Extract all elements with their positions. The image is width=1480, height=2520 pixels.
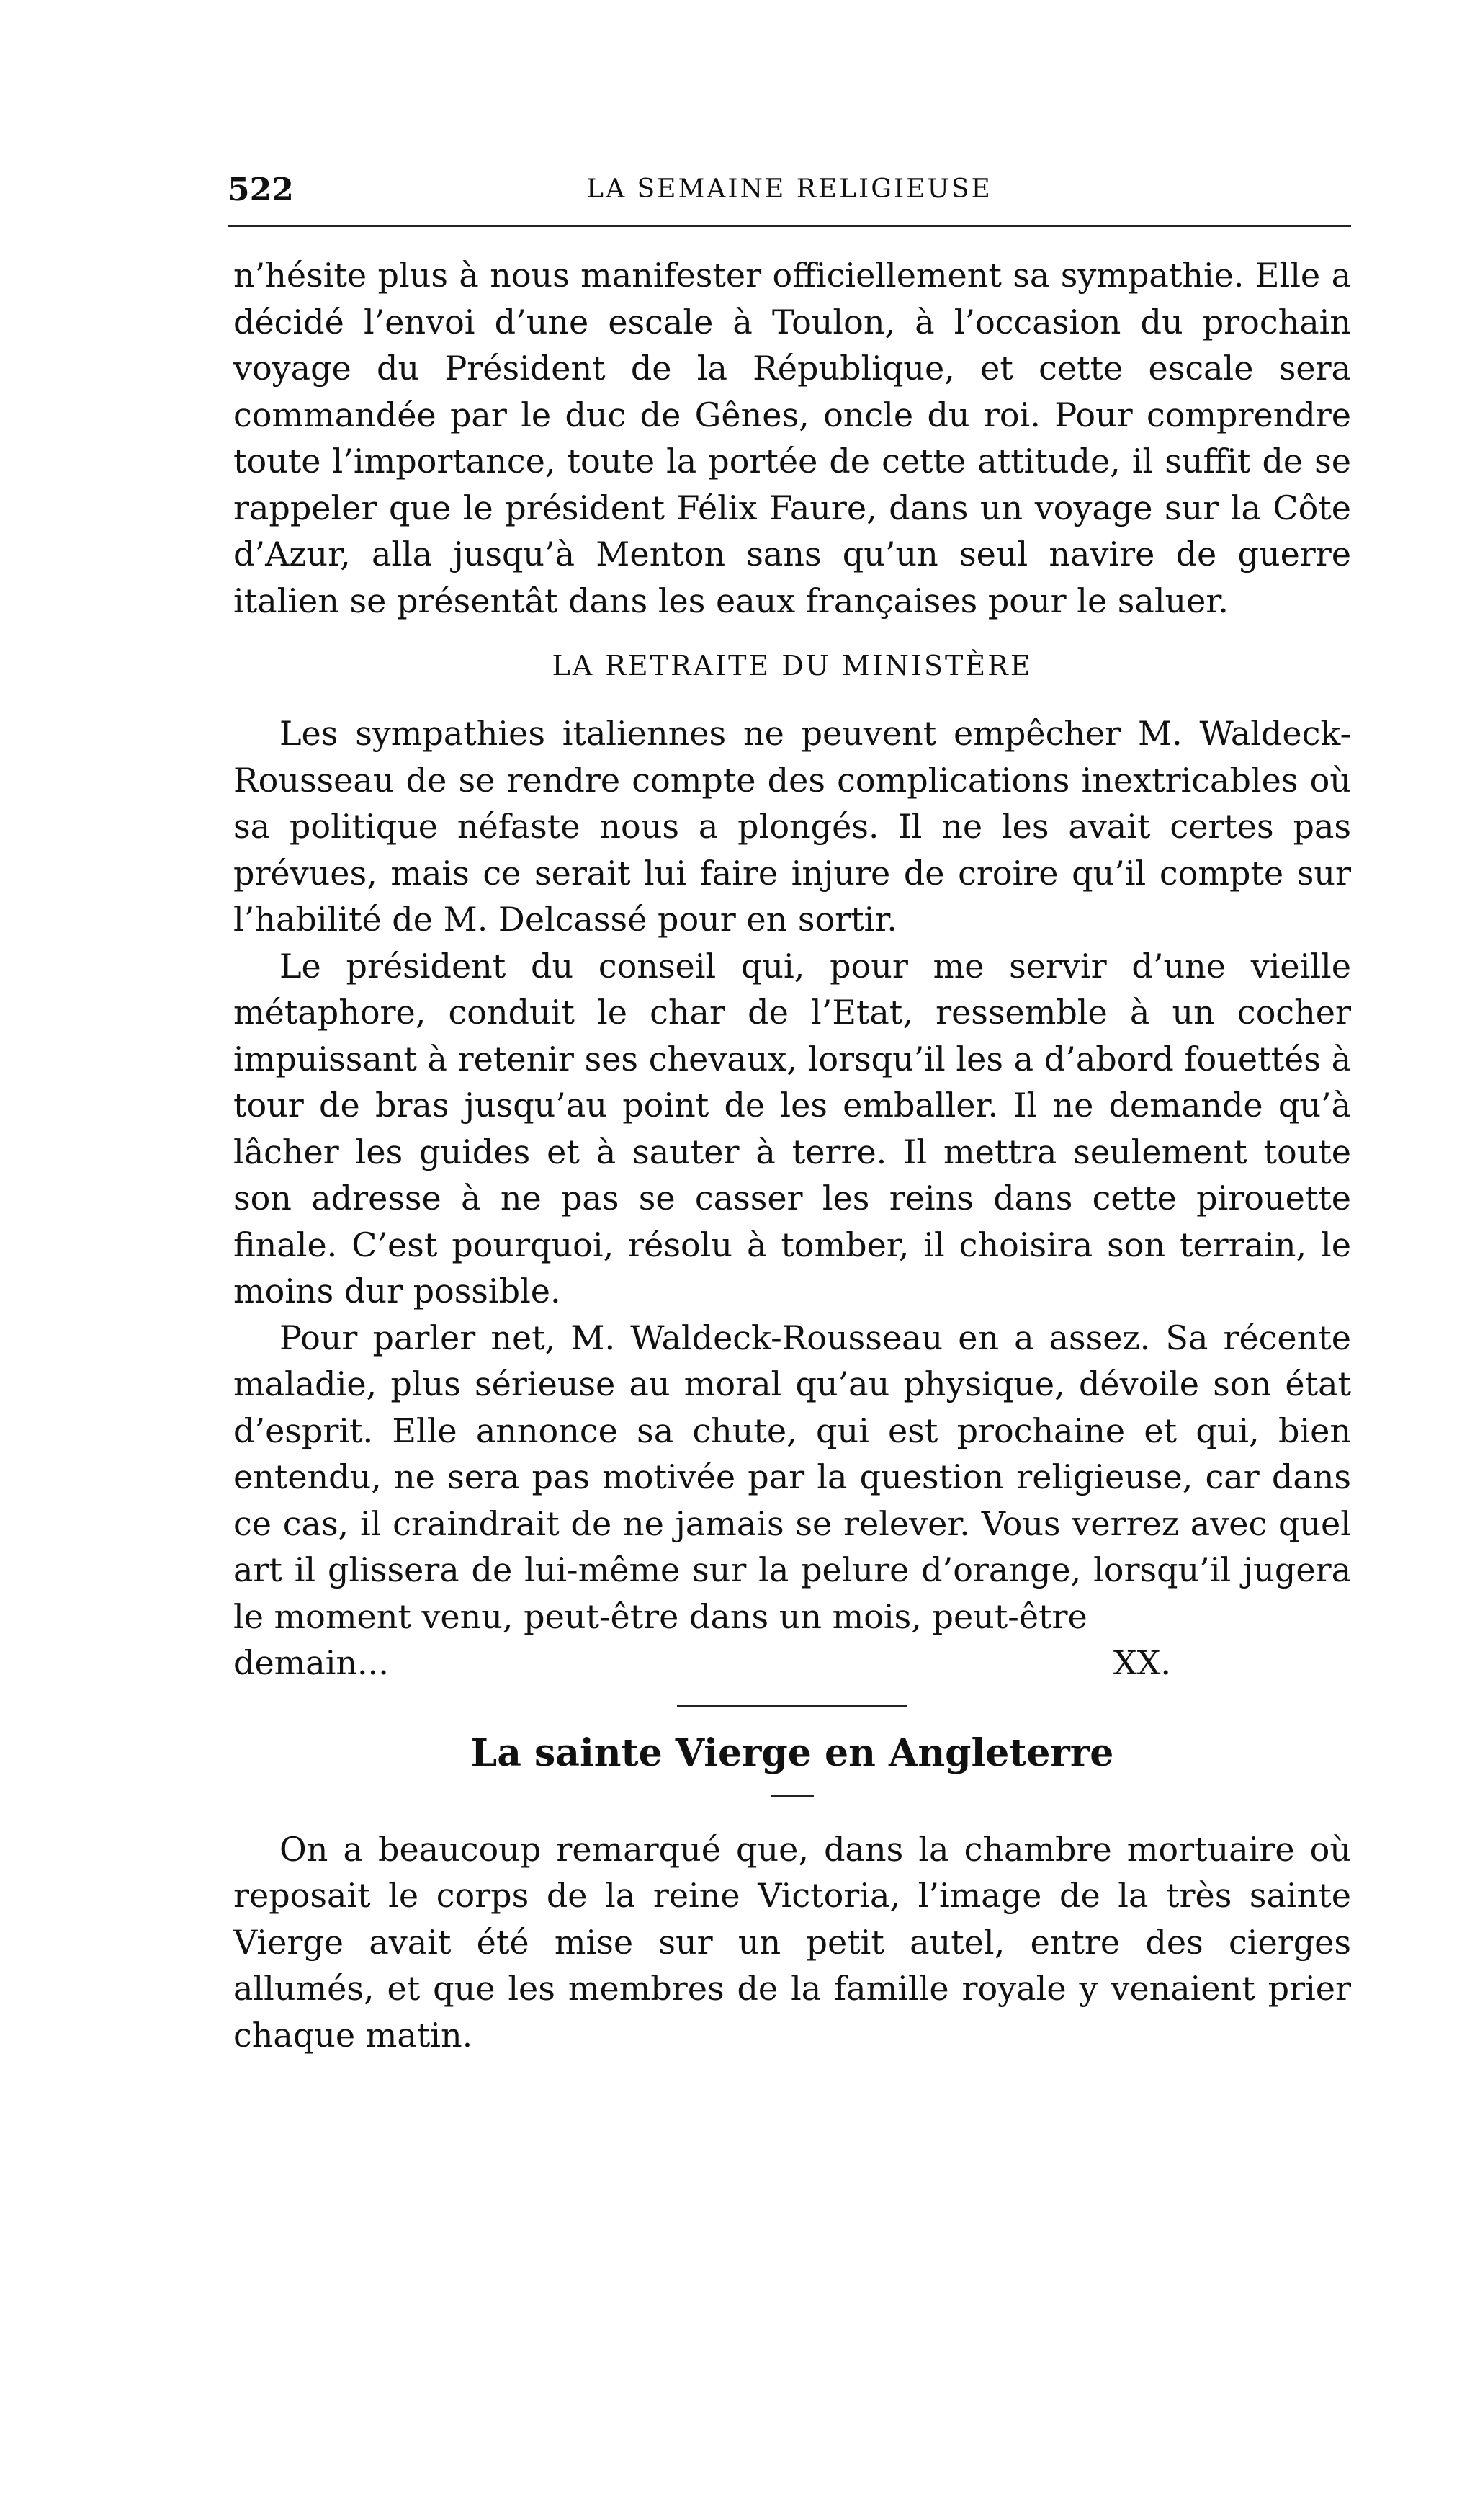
paragraph: Pour parler net, M. Waldeck-Rousseau en a assez. Sa récente maladie, plus sérieuse au moral qu’au physique, dévoile son état d’esprit. Elle annonce sa chute, qui est prochaine et qui, bien entendu, ne sera pas motivée par la question religieuse, car dans ce cas, il craindrait de ne jamais se relever. Vous verrez avec quel art il glissera de lui-même sur la pelure d’orange, lorsqu’il jugera le moment venu, peut-être dans un mois, peut-être [233,1318,1351,1636]
body-text [233,252,1351,2058]
page-header [228,171,1351,216]
signoff-line [233,1640,1351,1686]
section-heading: LA RETRAITE DU MINISTÈRE [552,650,1033,682]
title-dash [771,1795,814,1797]
header-rule [228,225,1351,227]
article-title: La sainte Vierge en Angleterre [470,1730,1114,1775]
paragraph: n’hésite plus à nous manifester officiellement sa sympathie. Elle a décidé l’envoi d’une escale à Toulon, à l’occasion du prochain voyage du Président de la République, et cette escale sera commandée par le duc de Gênes, oncle du roi. Pour comprendre toute l’importance, toute la portée de cette attitude, il suffit de se rappeler que le président Félix Faure, dans un voyage sur la Côte d’Azur, alla jusqu’à Menton sans qu’un seul navire de guerre italien se présentât dans les eaux françaises pour le saluer. [233,256,1351,620]
author-signature: XX. [1113,1643,1171,1682]
paragraph-last-line: demain... [233,1643,389,1682]
article-divider [677,1705,907,1707]
paragraph: On a beaucoup remarqué que, dans la chambre mortuaire où reposait le corps de la reine Victoria, l’image de la très sainte Vierge avait été mise sur un petit autel, entre des cierges allumés, et que les membres de la famille royale y venaient prier chaque matin. [233,1829,1351,2055]
paragraph: Les sympathies italiennes ne peuvent empêcher M. Waldeck-Rousseau de se rendre compte des complications inextricables où sa politique néfaste nous a plongés. Il ne les avait certes pas prévues, mais ce serait lui faire injure de croire qu’il compte sur l’habilité de M. Delcassé pour en sortir. [233,714,1351,939]
paragraph: Le président du conseil qui, pour me servir d’une vieille métaphore, conduit le char de l’Etat, ressemble à un cocher impuissant à retenir ses chevaux, lorsqu’il les a d’abord fouettés à tour de bras jusqu’au point de les emballer. Il ne demande qu’à lâcher les guides et à sauter à terre. Il mettra seulement toute son adresse à ne pas se casser les reins dans cette pirouette finale. C’est pourquoi, résolu à tomber, il choisira son terrain, le moins dur possible. [233,946,1351,1310]
page-number: 522 [228,171,294,208]
running-title: LA SEMAINE RELIGIEUSE [586,174,992,204]
